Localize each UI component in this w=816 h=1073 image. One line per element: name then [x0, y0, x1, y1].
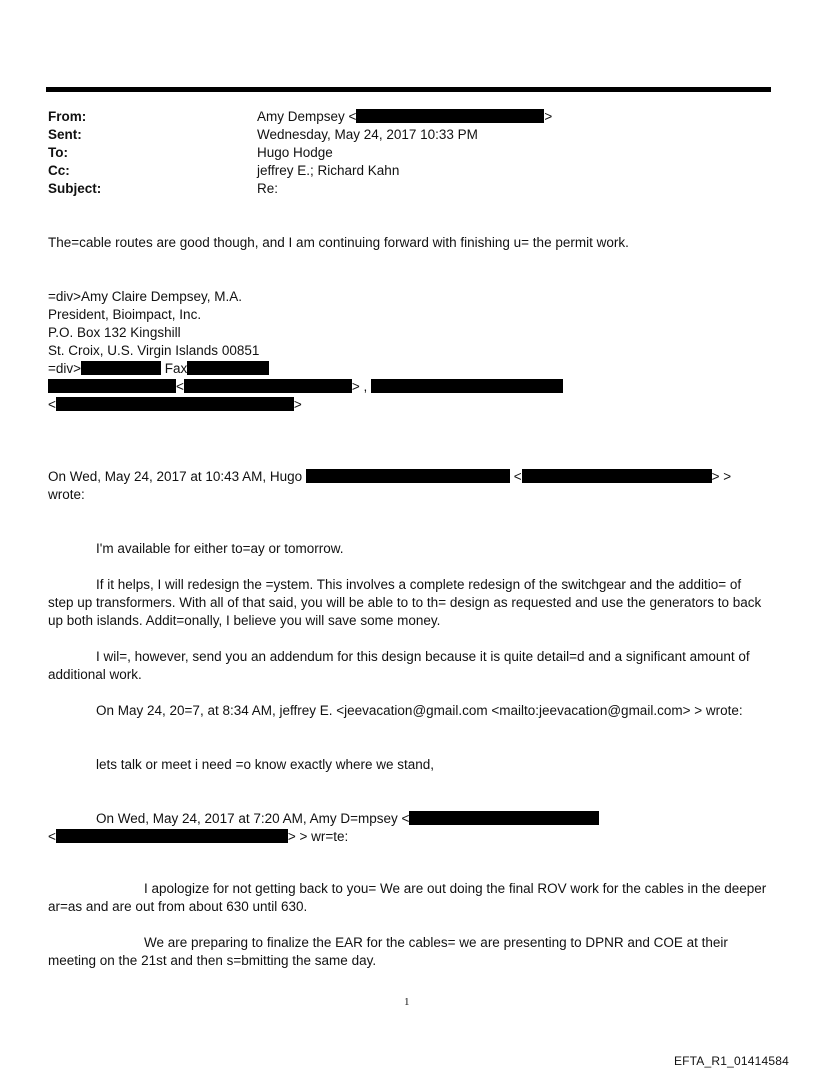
redaction-block: [56, 397, 294, 411]
cc-value: jeffrey E.; Richard Kahn: [257, 163, 400, 178]
quote-header-hugo: [48, 468, 731, 486]
signature-gt-2: >: [293, 397, 302, 412]
to-value: Hugo Hodge: [257, 145, 333, 160]
subject-label: Subject:: [48, 181, 102, 196]
redaction-block: [356, 109, 544, 123]
quote-header-amy: [96, 810, 599, 828]
signature-line-5: [48, 360, 269, 378]
subject-value: Re:: [257, 181, 279, 196]
quote-header-gt: > >: [711, 469, 732, 484]
signature-lt-2: <: [48, 397, 56, 412]
redaction-block: [522, 469, 712, 483]
body-paragraph-4: lets talk or meet i need =o know exactly where we stand,: [96, 757, 435, 772]
quote-header-amy-lt: <: [48, 829, 56, 844]
body-paragraph-2: If it helps, I will redesign the =ystem. This involves a complete redesign of the switchgear and the additio= of step up transformers. With all of that said, you will be able to to th= design as requested and use the generators to back up both islands. Addit=onally, I believe you will save some money.: [48, 577, 762, 628]
quote-header-lt: <: [513, 469, 522, 484]
quote-header-hugo-text: On Wed, May 24, 2017 at 10:43 AM, Hugo: [48, 469, 303, 484]
signature-div-prefix: =div>: [48, 361, 82, 376]
from-close: >: [544, 109, 553, 124]
from-label: From:: [48, 109, 87, 124]
redaction-block: [306, 469, 510, 483]
signature-gt: > ,: [351, 379, 368, 394]
sent-value: Wednesday, May 24, 2017 10:33 PM: [257, 127, 478, 142]
redaction-block: [371, 379, 563, 393]
document-id-footer: EFTA_R1_01414584: [673, 1054, 789, 1068]
cc-label: Cc:: [48, 163, 70, 178]
body-paragraph-3: I wil=, however, send you an addendum for this design because it is quite detail=d and a significant amount of additional work.: [48, 649, 750, 682]
redaction-block: [409, 811, 599, 825]
body-paragraph-6: We are preparing to finalize the EAR for the cables= we are presenting to DPNR and COE at their meeting on the 21st and then s=bmitting the same day.: [48, 935, 728, 968]
header-divider: [46, 87, 771, 92]
to-label: To:: [48, 145, 68, 160]
redaction-block: [56, 829, 288, 843]
body-line-1: The=cable routes are good though, and I am continuing forward with finishing u= the permit work.: [48, 235, 629, 250]
quote-header-jeffrey: On May 24, 20=7, at 8:34 AM, jeffrey E. <jeevacation@gmail.com <mailto:jeevacation@gmail.com> > wrote:: [96, 703, 743, 718]
redaction-block: [81, 361, 161, 375]
signature-lt: <: [176, 379, 184, 394]
signature-line-2: President, Bioimpact, Inc.: [48, 307, 202, 322]
quote-header-amy-gt: > > wr=te:: [287, 829, 349, 844]
page-number: 1: [404, 996, 410, 1008]
signature-line-4: St. Croix, U.S. Virgin Islands 00851: [48, 343, 260, 358]
signature-line-3: P.O. Box 132 Kingshill: [48, 325, 181, 340]
fax-label: Fax: [164, 361, 188, 376]
redaction-block: [187, 361, 269, 375]
signature-line-7: [48, 396, 302, 414]
redaction-block: [48, 379, 176, 393]
body-paragraph-5: I apologize for not getting back to you= We are out doing the final ROV work for the cables in the deeper ar=as and are out from about 630 until 630.: [48, 881, 767, 914]
quote-header-amy-line-2: [48, 828, 348, 846]
sent-label: Sent:: [48, 127, 82, 142]
body-paragraph-1: I'm available for either to=ay or tomorrow.: [96, 541, 344, 556]
signature-line-6: [48, 378, 563, 396]
quote-header-amy-text: On Wed, May 24, 2017 at 7:20 AM, Amy D=mpsey <: [96, 811, 410, 826]
signature-line-1: =div>Amy Claire Dempsey, M.A.: [48, 289, 243, 304]
from-value-row: [257, 108, 552, 126]
redaction-block: [184, 379, 352, 393]
quote-header-wrote: wrote:: [48, 487, 85, 502]
from-value: Amy Dempsey <: [257, 109, 357, 124]
